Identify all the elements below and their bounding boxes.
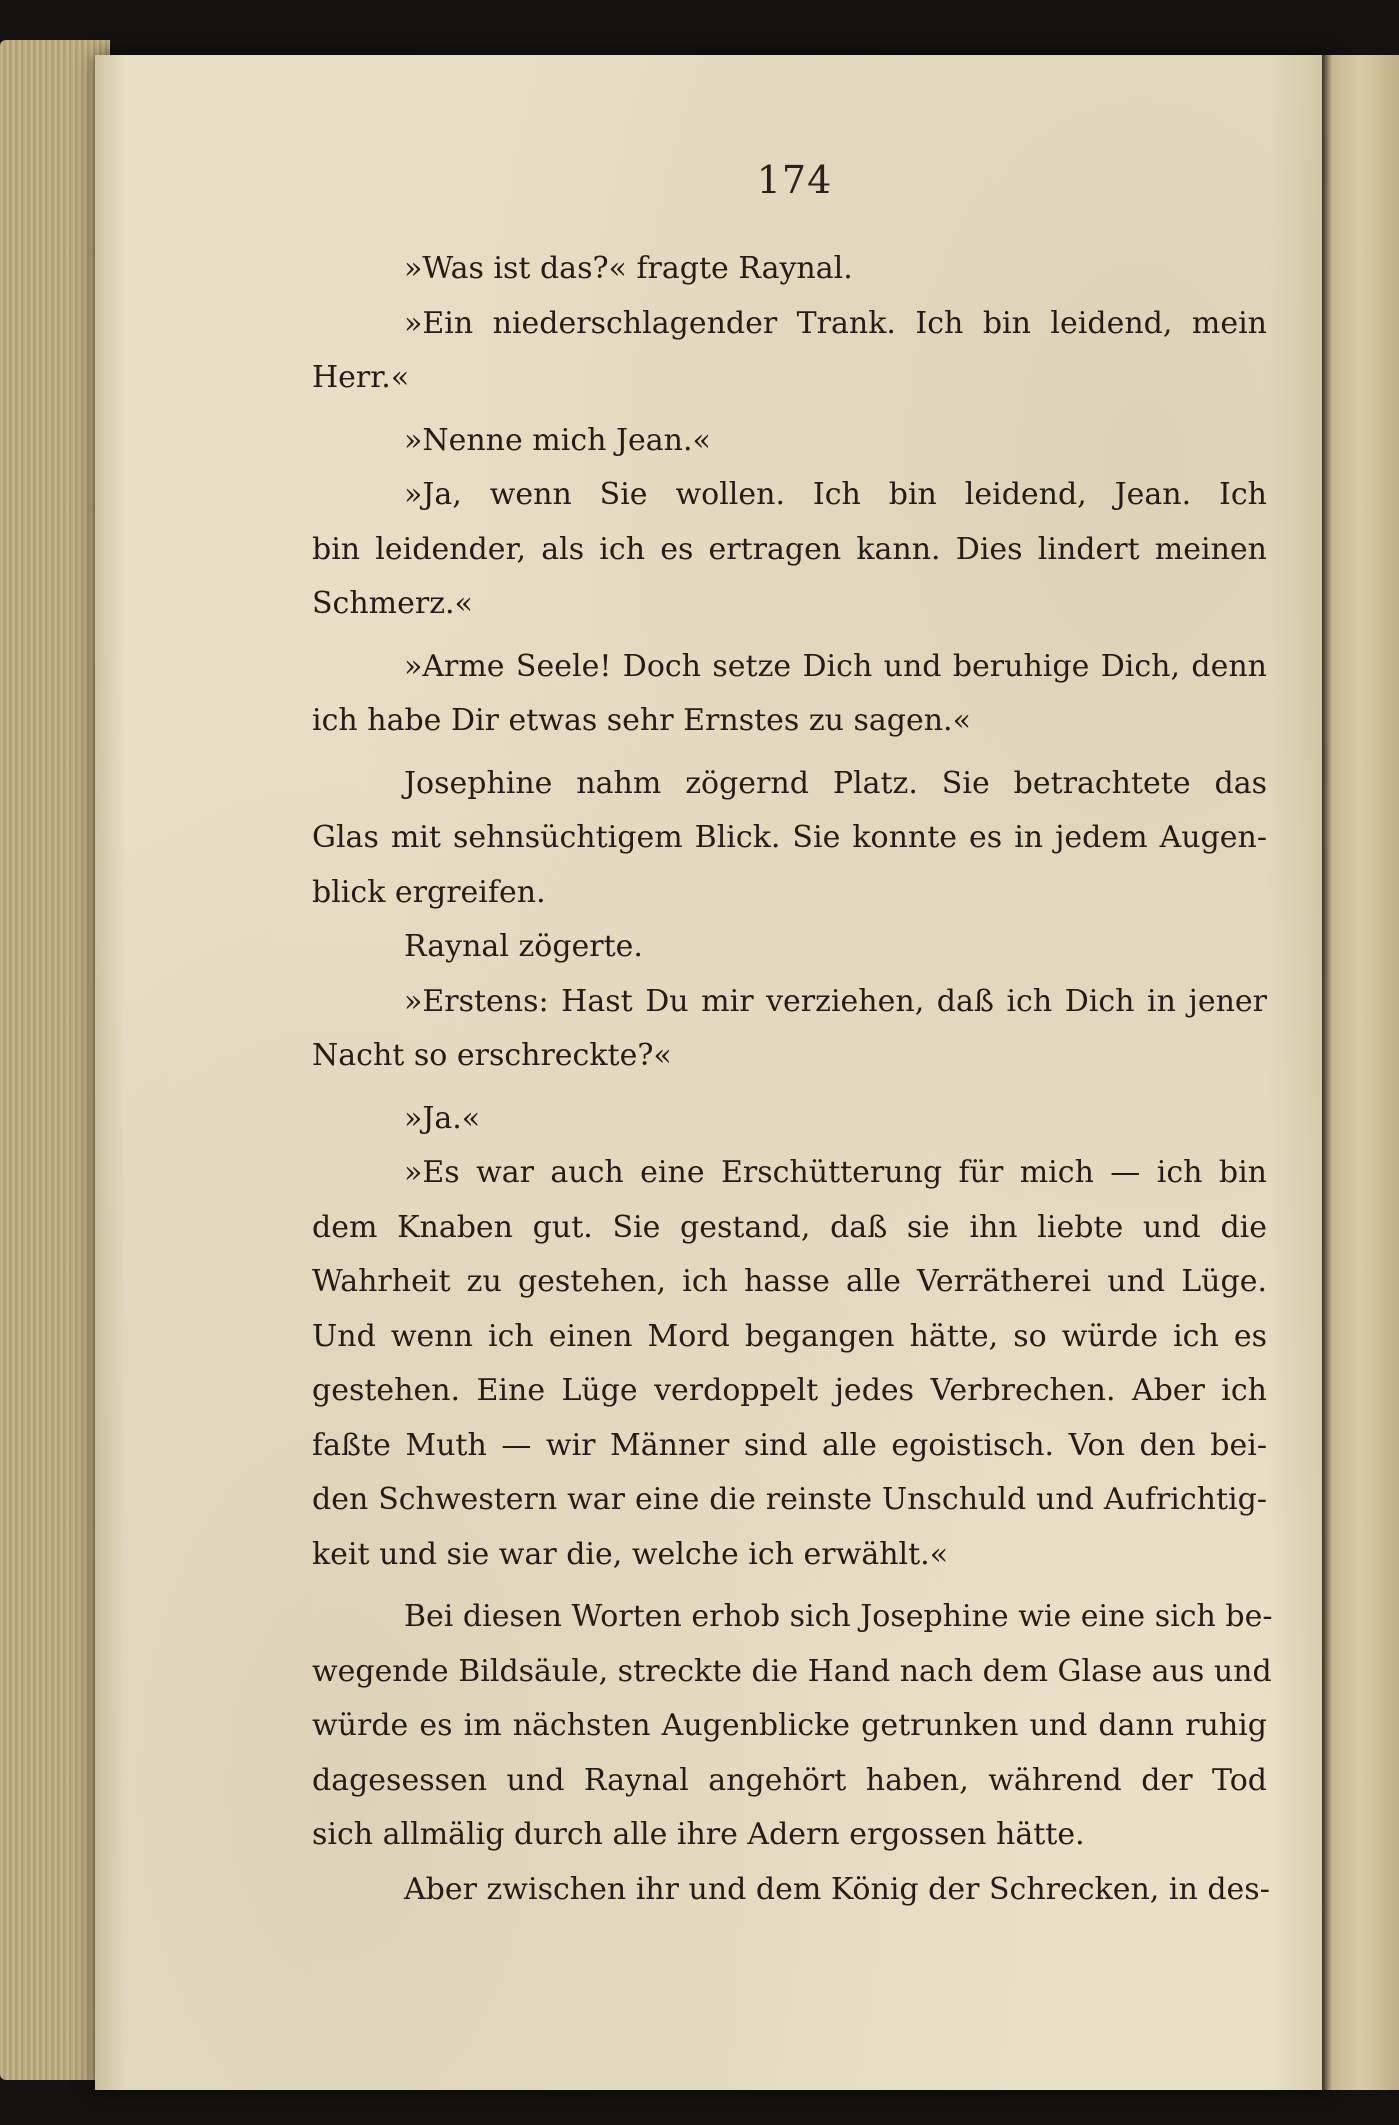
- text-line: faßte Muth — wir Männer sind alle egoistisch. Von den bei-: [312, 1427, 1267, 1463]
- text-line: »Was ist das?« fragte Raynal.: [404, 251, 853, 286]
- text-line: Schmerz.«: [312, 586, 473, 621]
- text-line: »Ja.«: [404, 1100, 481, 1136]
- text-line: gestehen. Eine Lüge verdoppelt jedes Verbrechen. Aber ich: [312, 1373, 1267, 1408]
- text-line: »Nenne mich Jean.«: [404, 422, 711, 458]
- text-line: keit und sie war die, welche ich erwählt.«: [312, 1536, 949, 1572]
- text-line: »Es war auch eine Erschütterung für mich — ich bin: [404, 1155, 1267, 1190]
- facing-page-edge: [1322, 55, 1399, 2090]
- text-line: Wahrheit zu gestehen, ich hasse alle Verrätherei und Lüge.: [312, 1264, 1267, 1299]
- text-line: sich allmälig durch alle ihre Adern ergossen hätte.: [312, 1817, 1085, 1852]
- text-line: den Schwestern war eine die reinste Unschuld und Aufrichtig-: [312, 1482, 1267, 1517]
- text-line: dem Knaben gut. Sie gestand, daß sie ihn liebte und die: [312, 1209, 1267, 1245]
- text-line: »Arme Seele! Doch setze Dich und beruhige Dich, denn: [404, 648, 1267, 684]
- page-number: 174: [756, 158, 833, 202]
- text-line: würde es im nächsten Augenblicke getrunken und dann ruhig: [312, 1708, 1267, 1743]
- text-line: bin leidender, als ich es ertragen kann. Dies lindert meinen: [312, 531, 1267, 567]
- text-line: blick ergreifen.: [312, 874, 546, 910]
- page-body: [312, 242, 1273, 1917]
- text-line: wegende Bildsäule, streckte die Hand nach dem Glase aus und: [312, 1653, 1272, 1689]
- text-line: »Ja, wenn Sie wollen. Ich bin leidend, Jean. Ich: [404, 477, 1267, 512]
- text-line: Josephine nahm zögernd Platz. Sie betrachtete das: [404, 765, 1267, 801]
- text-line: »Erstens: Hast Du mir verziehen, daß ich Dich in jener: [404, 983, 1267, 1019]
- text-line: Nacht so erschreckte?«: [312, 1038, 672, 1073]
- text-line: »Ein niederschlagender Trank. Ich bin leidend, mein: [404, 305, 1267, 341]
- text-line: dagesessen und Raynal angehört haben, während der Tod: [312, 1762, 1267, 1798]
- text-line: Herr.«: [312, 360, 410, 395]
- text-line: Aber zwischen ihr und dem König der Schrecken, in des-: [404, 1871, 1270, 1907]
- text-line: Glas mit sehnsüchtigem Blick. Sie konnte es in jedem Augen-: [312, 820, 1267, 855]
- page-edge-stack: [0, 40, 110, 2080]
- text-line: ich habe Dir etwas sehr Ernstes zu sagen.«: [312, 703, 971, 738]
- text-line: Und wenn ich einen Mord begangen hätte, so würde ich es: [312, 1318, 1267, 1354]
- text-line: Raynal zögerte.: [404, 929, 643, 964]
- text-line: Bei diesen Worten erhob sich Josephine wie eine sich be-: [404, 1599, 1273, 1634]
